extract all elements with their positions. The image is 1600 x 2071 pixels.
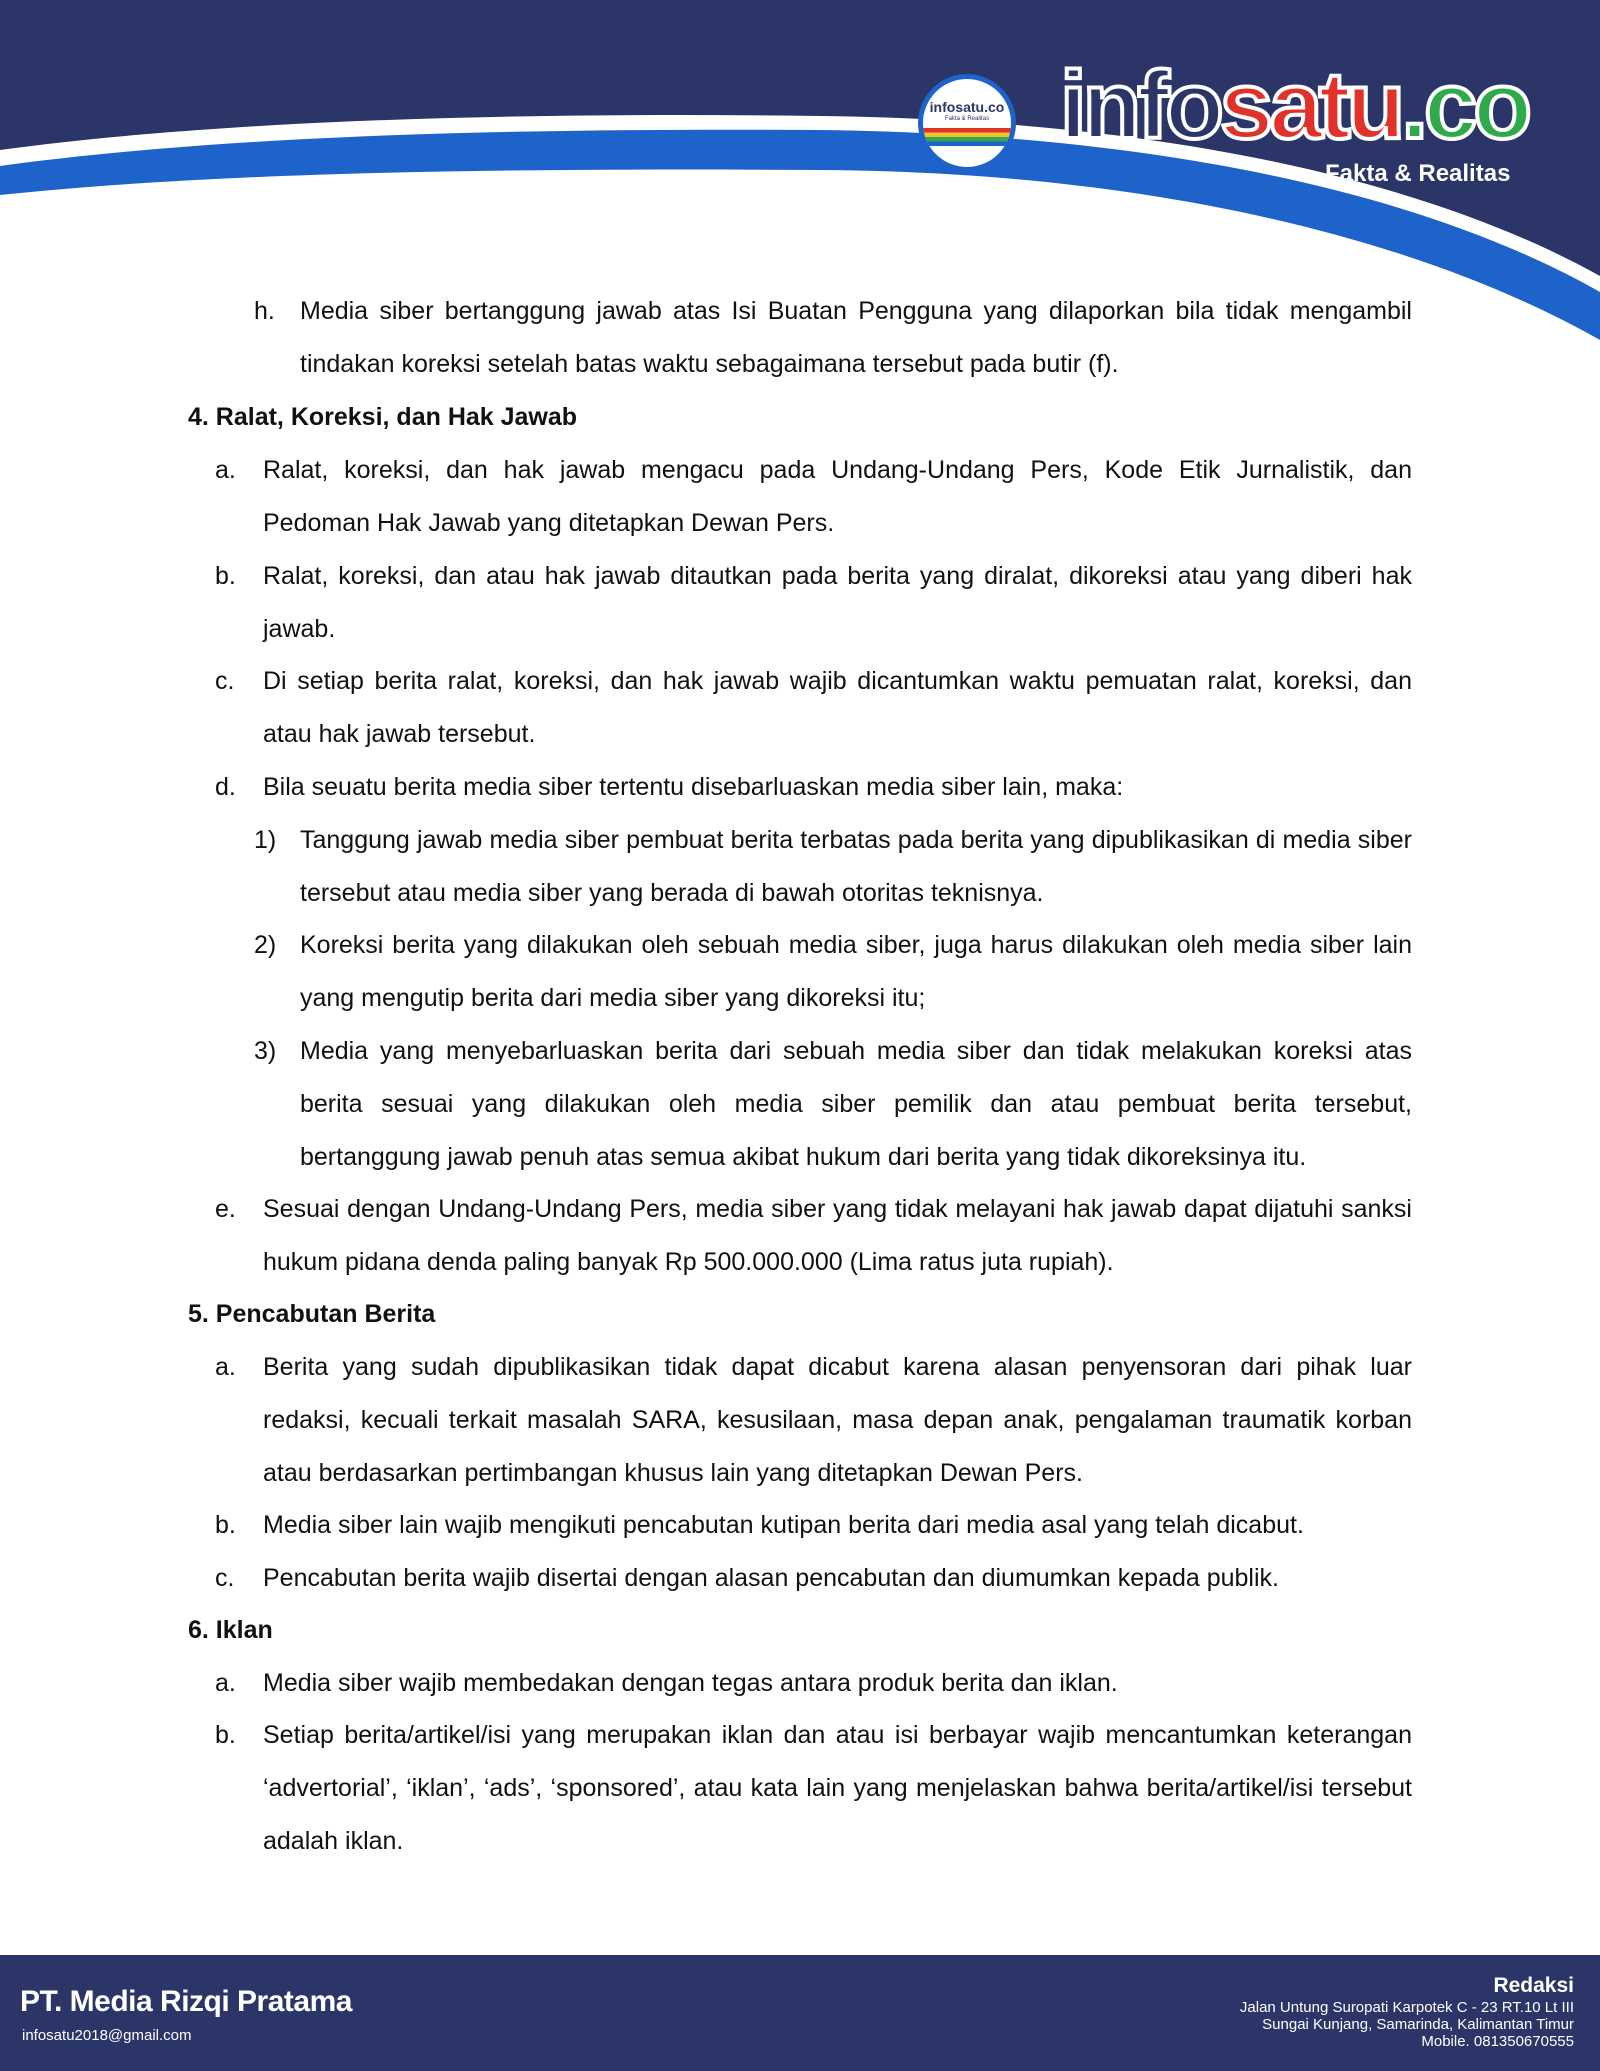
logo-badge (918, 74, 1016, 172)
section-5-b-text: Media siber lain wajib mengikuti pencabutan kutipan berita dari media asal yang telah dicabut. (263, 1511, 1304, 1539)
footer-redaksi-title: Redaksi (1493, 1974, 1574, 1997)
section-4-d2-text: Koreksi berita yang dilakukan oleh sebuah media siber, juga harus dilakukan oleh media siber lain yang mengutip berita dari media siber yang dikoreksi itu; (300, 931, 1412, 1012)
section-4-e-label: e. (215, 1195, 236, 1223)
section-4-d3-label: 3) (254, 1037, 277, 1065)
section-4-d3-text: Media yang menyebarluaskan berita dari sebuah media siber dan tidak melakukan koreksi atas berita sesuai yang dilakukan oleh media siber pemilik dan atau pembuat berita tersebut, bertanggung jawab penuh atas semua akibat hukum dari berita yang tidak dikoreksinya itu. (300, 1037, 1412, 1171)
section-6-b-label: b. (215, 1721, 236, 1749)
section-4-heading: 4. Ralat, Koreksi, dan Hak Jawab (188, 403, 578, 431)
section-5-c-text: Pencabutan berita wajib disertai dengan alasan pencabutan dan diumumkan kepada publik. (263, 1564, 1279, 1592)
section-4-d-label: d. (215, 773, 236, 801)
footer-address-line1: Jalan Untung Suropati Karpotek C - 23 RT.10 Lt III (1239, 1999, 1574, 2016)
section-5-a-label: a. (215, 1353, 236, 1381)
section-5-heading: 5. Pencabutan Berita (188, 1300, 436, 1328)
section-5-a-text: Berita yang sudah dipublikasikan tidak dapat dicabut karena alasan penyensoran dari pihak luar redaksi, kecuali terkait masalah SARA, kesusilaan, masa depan anak, pengalaman traumatik korban atau berdasarkan pertimbangan khusus lain yang ditetapkan Dewan Pers. (263, 1353, 1412, 1487)
section-4-d1-label: 1) (254, 826, 277, 854)
brand-tagline: Fakta & Realitas (1325, 160, 1511, 187)
brand-part-satu: satu (1219, 52, 1402, 159)
logo-badge-title: infosatu.co (929, 99, 1005, 115)
brand-part-co: .co (1401, 52, 1529, 159)
section-6-b-text: Setiap berita/artikel/isi yang merupakan iklan dan atau isi berbayar wajib mencantumkan keterangan ‘advertorial’, ‘iklan’, ‘ads’, ‘sponsored’, atau kata lain yang menjelaskan bahwa berita/artikel/isi tersebut adalah iklan. (263, 1721, 1412, 1855)
item-h-text: Media siber bertanggung jawab atas Isi Buatan Pengguna yang dilaporkan bila tidak mengambil tindakan koreksi setelah batas waktu sebagaimana tersebut pada butir (f). (300, 297, 1412, 378)
section-4-b-label: b. (215, 562, 236, 590)
section-4-d-text: Bila seuatu berita media siber tertentu disebarluaskan media siber lain, maka: (263, 773, 1124, 801)
footer-mobile: Mobile. 081350670555 (1421, 2033, 1574, 2050)
brand-wordmark (1060, 52, 1529, 159)
section-4-b-text: Ralat, koreksi, dan atau hak jawab ditautkan pada berita yang diralat, dikoreksi atau yang diberi hak jawab. (263, 562, 1412, 643)
section-4-e-text: Sesuai dengan Undang-Undang Pers, media siber yang tidak melayani hak jawab dapat dijatuhi sanksi hukum pidana denda paling banyak Rp 500.000.000 (Lima ratus juta rupiah). (263, 1195, 1412, 1276)
footer-address-line2: Sungai Kunjang, Samarinda, Kalimantan Timur (1262, 2016, 1574, 2033)
section-4-d2-label: 2) (254, 931, 277, 959)
section-5-b-label: b. (215, 1511, 236, 1539)
footer-contact (1240, 1973, 1574, 2050)
section-4-a-text: Ralat, koreksi, dan hak jawab mengacu pada Undang-Undang Pers, Kode Etik Jurnalistik, dan Pedoman Hak Jawab yang ditetapkan Dewan Pers. (263, 456, 1412, 537)
section-6-a-text: Media siber wajib membedakan dengan tegas antara produk berita dan iklan. (263, 1669, 1118, 1697)
section-4-c-text: Di setiap berita ralat, koreksi, dan hak jawab wajib dicantumkan waktu pemuatan ralat, koreksi, dan atau hak jawab tersebut. (263, 667, 1412, 748)
footer-email: infosatu2018@gmail.com (22, 2027, 192, 2044)
logo-badge-tagline: Fakta & Realitas (944, 116, 990, 122)
section-6-a-label: a. (215, 1669, 236, 1697)
logo-badge-stripes (923, 128, 1011, 146)
section-4-c-label: c. (215, 667, 235, 695)
item-h-label: h. (254, 297, 275, 325)
section-4-a-label: a. (215, 456, 236, 484)
footer-company-name: PT. Media Rizqi Pratama (20, 1985, 352, 2018)
brand-part-info: info (1060, 52, 1220, 159)
footer-bar (0, 1955, 1600, 2071)
section-6-heading: 6. Iklan (188, 1616, 273, 1644)
section-4-d1-text: Tanggung jawab media siber pembuat berita terbatas pada berita yang dipublikasikan di media siber tersebut atau media siber yang berada di bawah otoritas teknisnya. (300, 826, 1412, 907)
section-5-c-label: c. (215, 1564, 235, 1592)
